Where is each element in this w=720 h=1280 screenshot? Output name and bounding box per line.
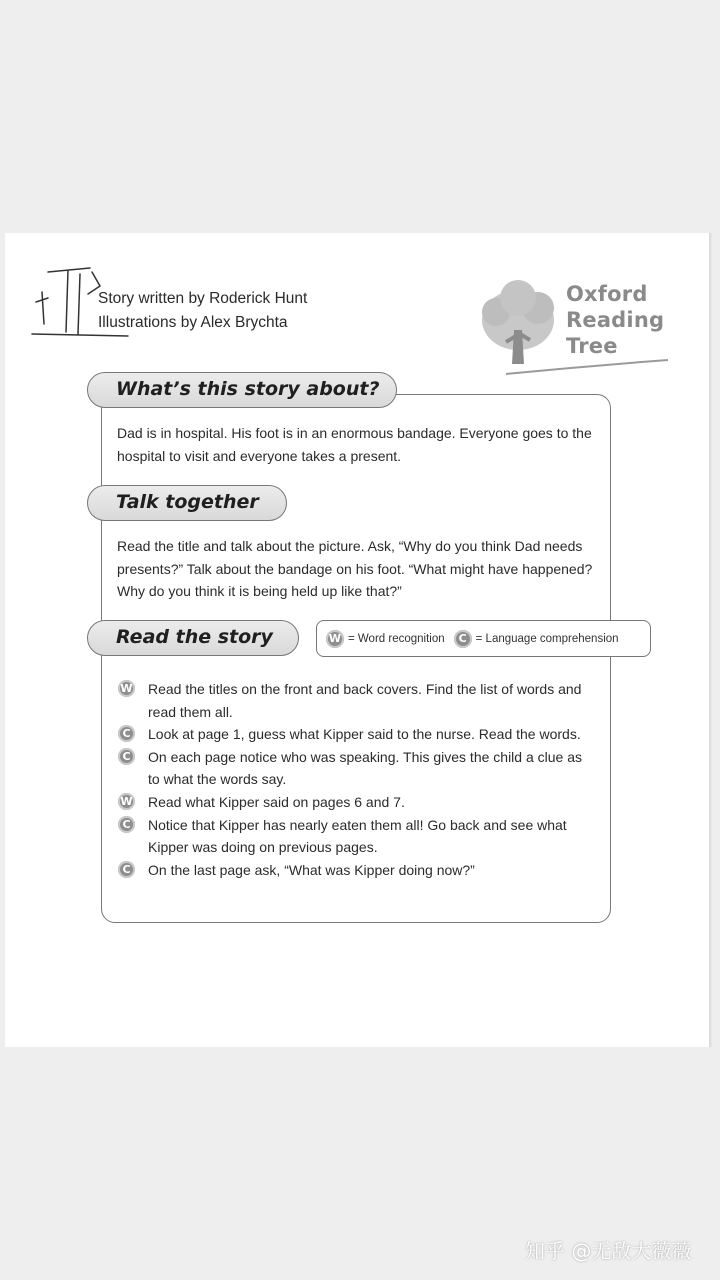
credits xyxy=(98,287,307,335)
about-text: Dad is in hospital. His foot is in an enormous bandage. Everyone goes to the hospital to visit and everyone takes a present. xyxy=(117,425,592,464)
step-text: On the last page ask, “What was Kipper doing now?” xyxy=(148,861,475,878)
step-text: Read the titles on the front and back covers. Find the list of words and read them all. xyxy=(148,681,582,720)
step-badge-icon: C xyxy=(118,748,135,765)
page-edge xyxy=(709,233,714,1047)
watermark: 知乎 @无敌大薇薇 xyxy=(525,1239,692,1263)
logo-line-reading: Reading xyxy=(566,308,665,332)
step-badge-icon: W xyxy=(118,680,135,697)
step-badge-icon: W xyxy=(118,793,135,810)
step-text: Look at page 1, guess what Kipper said to the nurse. Read the words. xyxy=(148,726,581,743)
step-text: Read what Kipper said on pages 6 and 7. xyxy=(148,793,405,810)
list-item xyxy=(117,746,597,791)
list-item xyxy=(117,723,597,746)
logo-text xyxy=(566,281,664,359)
logo-line-tree: Tree xyxy=(566,334,618,358)
talk-text: Read the title and talk about the picture. Ask, “Why do you think Dad needs presents?” Talk about the bandage on his foot. “What might have happened? Why do you think it is being held up like that?” xyxy=(117,538,593,600)
step-text: On each page notice who was speaking. This gives the child a clue as to what the words say. xyxy=(148,748,582,788)
list-item xyxy=(117,814,597,859)
step-badge-icon: C xyxy=(118,816,135,833)
list-item xyxy=(117,678,597,723)
step-badge-icon: C xyxy=(118,725,135,742)
language-comprehension-badge-icon: C xyxy=(454,630,472,648)
step-text: Notice that Kipper has nearly eaten them all! Go back and see what Kipper was doing on previous pages. xyxy=(148,816,567,856)
section-title-read: Read the story xyxy=(87,620,299,656)
word-recognition-label: = Word recognition xyxy=(348,632,445,645)
logo-line-oxford: Oxford xyxy=(566,282,648,306)
section-title-talk: Talk together xyxy=(87,485,287,521)
legend-box xyxy=(316,620,651,657)
language-comprehension-label: = Language comprehension xyxy=(475,632,619,645)
illustrations-credit: Illustrations by Alex Brychta xyxy=(98,314,288,331)
list-item xyxy=(117,859,597,882)
section-title-about: What’s this story about? xyxy=(87,372,397,408)
word-recognition-badge-icon: W xyxy=(326,630,344,648)
list-item xyxy=(117,791,597,814)
step-badge-icon: C xyxy=(118,861,135,878)
story-credit: Story written by Roderick Hunt xyxy=(98,290,308,307)
reading-steps-list xyxy=(117,678,597,881)
